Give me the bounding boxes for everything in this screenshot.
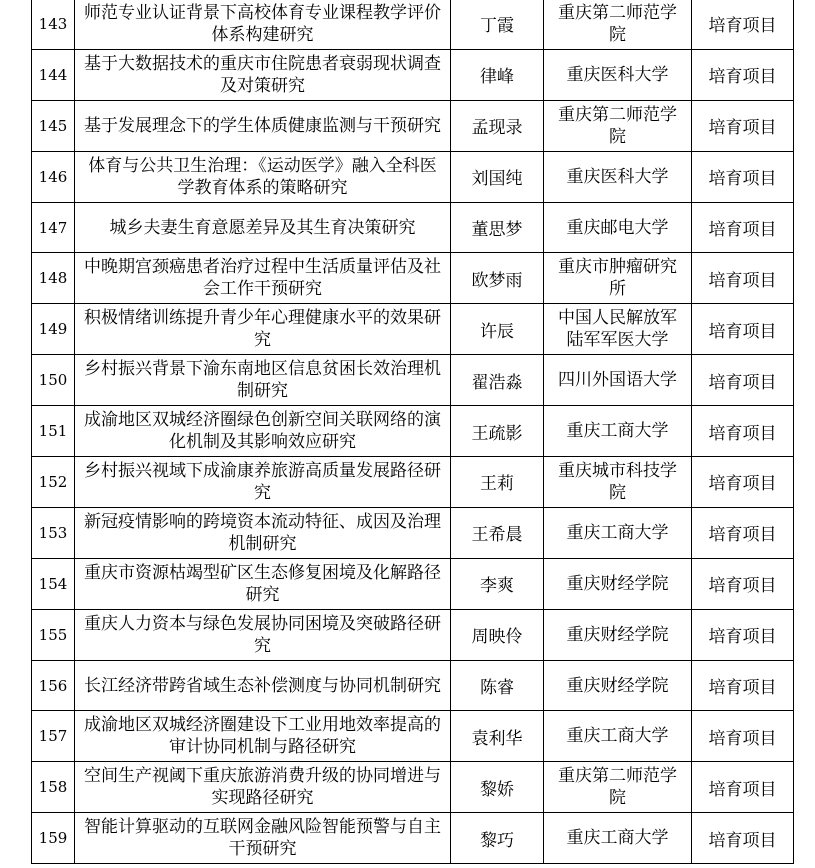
project-title <box>75 253 451 304</box>
table-row <box>32 253 794 304</box>
project-type: 培育项目 <box>692 762 794 813</box>
project-title <box>75 406 451 457</box>
principal-name: 欧梦雨 <box>451 253 544 304</box>
project-title <box>75 711 451 762</box>
project-title-text: 中晚期宫颈癌患者治疗过程中生活质量评估及社会工作干预研究 <box>84 257 441 300</box>
project-title-text: 成渝地区双城经济圈建设下工业用地效率提高的审计协同机制与路径研究 <box>84 715 441 758</box>
project-type: 培育项目 <box>692 813 794 864</box>
project-type: 培育项目 <box>692 0 794 49</box>
project-title-text: 新冠疫情影响的跨境资本流动特征、成因及治理机制研究 <box>84 511 441 554</box>
principal-name: 翟浩淼 <box>451 355 544 406</box>
institution-name <box>544 813 692 864</box>
project-title-text: 乡村振兴背景下渝东南地区信息贫困长效治理机制研究 <box>84 359 441 402</box>
institution-name <box>544 151 692 202</box>
principal-name: 孟现录 <box>451 100 544 151</box>
project-title <box>75 0 451 49</box>
project-title-text: 空间生产视阈下重庆旅游消费升级的协同增进与实现路径研究 <box>84 766 441 809</box>
project-type: 培育项目 <box>692 406 794 457</box>
project-title <box>75 813 451 864</box>
principal-name: 丁霞 <box>451 0 544 49</box>
project-type: 培育项目 <box>692 355 794 406</box>
principal-name: 许辰 <box>451 304 544 355</box>
table-row <box>32 151 794 202</box>
institution-text: 重庆第二师范学院 <box>558 104 677 147</box>
institution-name <box>544 660 692 711</box>
row-number: 153 <box>32 507 75 558</box>
row-number: 154 <box>32 558 75 609</box>
institution-text: 四川外国语大学 <box>558 370 677 391</box>
principal-name: 王希晨 <box>451 507 544 558</box>
institution-name <box>544 507 692 558</box>
table-row <box>32 507 794 558</box>
row-number: 155 <box>32 609 75 660</box>
project-title <box>75 762 451 813</box>
row-number: 152 <box>32 457 75 508</box>
project-type: 培育项目 <box>692 253 794 304</box>
project-type: 培育项目 <box>692 711 794 762</box>
institution-text: 重庆医科大学 <box>566 64 669 85</box>
project-type: 培育项目 <box>692 151 794 202</box>
project-title <box>75 558 451 609</box>
project-title-text: 重庆人力资本与绿色发展协同困境及突破路径研究 <box>84 613 441 656</box>
project-title <box>75 609 451 660</box>
table-row <box>32 406 794 457</box>
institution-text: 重庆城市科技学院 <box>558 460 677 503</box>
institution-text: 重庆工商大学 <box>566 421 669 442</box>
table-row <box>32 0 794 49</box>
table-row <box>32 711 794 762</box>
row-number: 145 <box>32 100 75 151</box>
project-table <box>31 0 794 864</box>
row-number: 151 <box>32 406 75 457</box>
principal-name: 陈睿 <box>451 660 544 711</box>
row-number: 150 <box>32 355 75 406</box>
project-title <box>75 660 451 711</box>
project-title-text: 成渝地区双城经济圈绿色创新空间关联网络的演化机制及其影响效应研究 <box>84 410 441 453</box>
table-row <box>32 49 794 100</box>
table-row <box>32 609 794 660</box>
row-number: 144 <box>32 49 75 100</box>
principal-name: 王莉 <box>451 457 544 508</box>
institution-name <box>544 609 692 660</box>
institution-name <box>544 558 692 609</box>
row-number: 148 <box>32 253 75 304</box>
project-title <box>75 355 451 406</box>
institution-name <box>544 253 692 304</box>
institution-name <box>544 0 692 49</box>
principal-name: 刘国纯 <box>451 151 544 202</box>
institution-name <box>544 762 692 813</box>
principal-name: 黎娇 <box>451 762 544 813</box>
project-title <box>75 507 451 558</box>
institution-name <box>544 49 692 100</box>
row-number: 149 <box>32 304 75 355</box>
project-title-text: 基于大数据技术的重庆市住院患者衰弱现状调查及对策研究 <box>84 53 441 96</box>
project-type: 培育项目 <box>692 100 794 151</box>
table-row <box>32 813 794 864</box>
institution-text: 重庆医科大学 <box>566 166 669 187</box>
project-type: 培育项目 <box>692 49 794 100</box>
institution-text: 重庆工商大学 <box>566 726 669 747</box>
table-row <box>32 304 794 355</box>
project-title-text: 师范专业认证背景下高校体育专业课程教学评价体系构建研究 <box>84 2 441 45</box>
principal-name: 律峰 <box>451 49 544 100</box>
institution-name <box>544 711 692 762</box>
project-title <box>75 100 451 151</box>
institution-text: 重庆市肿瘤研究所 <box>558 257 677 300</box>
table-row <box>32 660 794 711</box>
institution-name <box>544 304 692 355</box>
institution-text: 重庆财经学院 <box>566 624 669 645</box>
institution-name <box>544 406 692 457</box>
institution-text: 重庆工商大学 <box>566 522 669 543</box>
table-row <box>32 457 794 508</box>
institution-name <box>544 355 692 406</box>
project-title <box>75 202 451 253</box>
institution-text: 重庆邮电大学 <box>566 217 669 238</box>
project-title <box>75 151 451 202</box>
row-number: 147 <box>32 202 75 253</box>
principal-name: 周映伶 <box>451 609 544 660</box>
institution-name <box>544 202 692 253</box>
institution-text: 中国人民解放军陆军军医大学 <box>558 308 677 351</box>
project-title-text: 体育与公共卫生治理：《运动医学》融入全科医学教育体系的策略研究 <box>88 155 437 198</box>
table-row <box>32 355 794 406</box>
table-body <box>32 0 794 864</box>
institution-text: 重庆第二师范学院 <box>558 766 677 809</box>
row-number: 159 <box>32 813 75 864</box>
project-title <box>75 304 451 355</box>
institution-text: 重庆第二师范学院 <box>558 2 677 45</box>
table-row <box>32 762 794 813</box>
table-row <box>32 100 794 151</box>
table-row <box>32 558 794 609</box>
project-title-text: 城乡夫妻生育意愿差异及其生育决策研究 <box>109 217 416 238</box>
project-title-text: 基于发展理念下的学生体质健康监测与干预研究 <box>84 115 441 136</box>
project-title-text: 乡村振兴视域下成渝康养旅游高质量发展路径研究 <box>84 460 441 503</box>
principal-name: 袁利华 <box>451 711 544 762</box>
project-title <box>75 49 451 100</box>
project-title-text: 积极情绪训练提升青少年心理健康水平的效果研究 <box>84 308 441 351</box>
row-number: 156 <box>32 660 75 711</box>
principal-name: 董思梦 <box>451 202 544 253</box>
table-row <box>32 202 794 253</box>
project-type: 培育项目 <box>692 558 794 609</box>
project-title-text: 重庆市资源枯竭型矿区生态修复困境及化解路径研究 <box>84 562 441 605</box>
institution-text: 重庆财经学院 <box>566 675 669 696</box>
project-type: 培育项目 <box>692 507 794 558</box>
project-type: 培育项目 <box>692 304 794 355</box>
row-number: 157 <box>32 711 75 762</box>
principal-name: 黎巧 <box>451 813 544 864</box>
institution-name <box>544 457 692 508</box>
institution-name <box>544 100 692 151</box>
project-title <box>75 457 451 508</box>
project-title-text: 智能计算驱动的互联网金融风险智能预警与自主干预研究 <box>84 817 441 860</box>
project-type: 培育项目 <box>692 609 794 660</box>
row-number: 158 <box>32 762 75 813</box>
principal-name: 王疏影 <box>451 406 544 457</box>
project-title-text: 长江经济带跨省域生态补偿测度与协同机制研究 <box>84 675 441 696</box>
row-number: 146 <box>32 151 75 202</box>
project-type: 培育项目 <box>692 660 794 711</box>
project-type: 培育项目 <box>692 457 794 508</box>
institution-text: 重庆工商大学 <box>566 828 669 849</box>
row-number: 143 <box>32 0 75 49</box>
institution-text: 重庆财经学院 <box>566 573 669 594</box>
principal-name: 李爽 <box>451 558 544 609</box>
project-type: 培育项目 <box>692 202 794 253</box>
